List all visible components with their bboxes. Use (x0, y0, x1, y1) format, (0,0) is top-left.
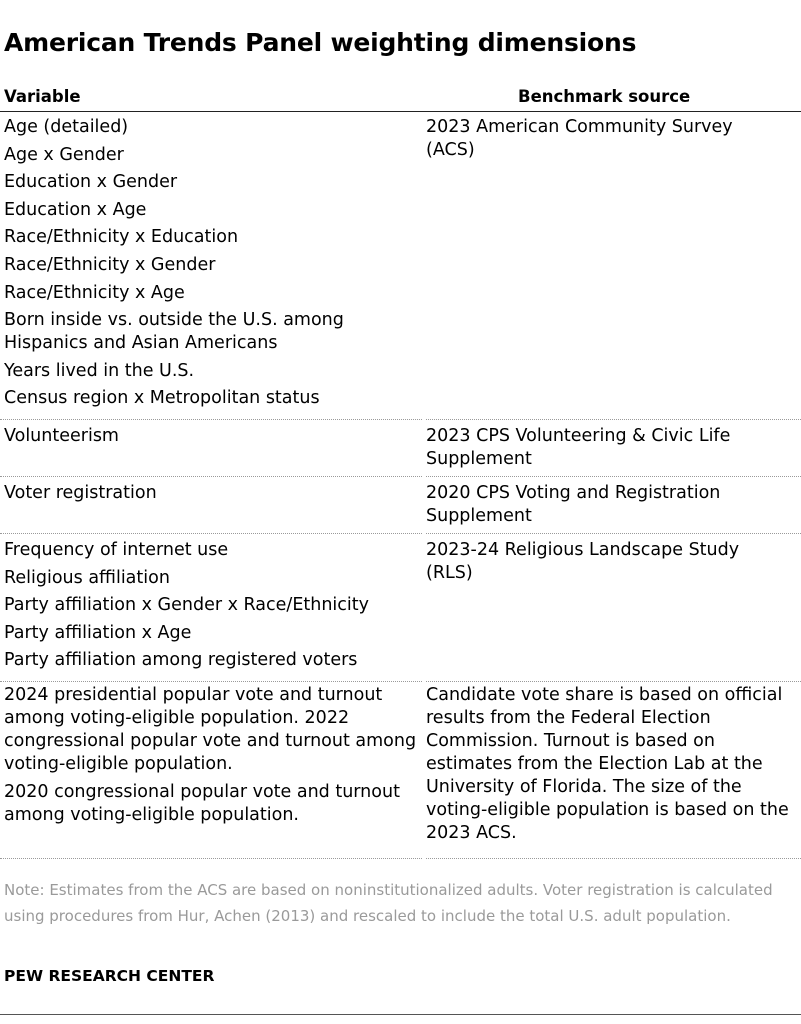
variable-list (4, 482, 422, 510)
variable-item: Born inside vs. outside the U.S. among Hispanics and Asian Americans (4, 310, 344, 354)
benchmark-source: 2023 CPS Volunteering & Civic Life Supplement (426, 426, 731, 469)
row-separator (426, 476, 801, 477)
column-header-benchmark-source: Benchmark source (518, 87, 691, 106)
variable-list (4, 539, 422, 677)
row-separator (0, 858, 422, 859)
row-separator (0, 681, 422, 682)
row-separator (426, 533, 801, 534)
variable-item: Frequency of internet use (4, 540, 229, 560)
variable-list (4, 684, 422, 831)
variable-item: Education x Age (4, 199, 147, 220)
variable-item: 2024 presidential popular vote and turnout among voting-eligible population. 2022 congressional popular vote and turnout among voting-eligible population. (4, 685, 417, 774)
variable-item: Census region x Metropolitan status (4, 388, 320, 409)
variable-list (4, 116, 422, 415)
row-separator (426, 858, 801, 859)
page-title: American Trends Panel weighting dimensions (4, 28, 637, 57)
variable-item: 2020 congressional popular vote and turnout among voting-eligible population. (4, 781, 400, 825)
benchmark-source: 2023 American Community Survey (ACS) (426, 117, 733, 160)
variable-item: Age x Gender (4, 144, 124, 165)
variable-item: Party affiliation x Gender x Race/Ethnicity (4, 595, 369, 616)
variable-item: Party affiliation among registered voters (4, 650, 358, 671)
variable-item: Years lived in the U.S. (4, 360, 195, 381)
row-separator (0, 419, 422, 420)
variable-item: Education x Gender (4, 172, 178, 193)
variable-item: Volunteerism (4, 426, 119, 446)
row-separator (0, 476, 422, 477)
row-separator (426, 419, 801, 420)
variable-list (4, 425, 422, 453)
variable-item: Voter registration (4, 483, 157, 503)
variable-item: Race/Ethnicity x Education (4, 227, 239, 248)
benchmark-source: Candidate vote share is based on official results from the Federal Election Commission. Turnout is based on estimates from the Election Lab at the University of Florida. The size of the voting-eligible population is based on the 2023 ACS. (426, 685, 789, 843)
variable-item: Race/Ethnicity x Gender (4, 254, 216, 275)
bottom-rule (0, 1014, 801, 1015)
variable-item: Race/Ethnicity x Age (4, 282, 185, 303)
row-separator (426, 681, 801, 682)
source-credit: PEW RESEARCH CENTER (4, 967, 215, 985)
variable-item: Age (detailed) (4, 117, 129, 137)
column-header-variable: Variable (4, 87, 81, 106)
variable-item: Religious affiliation (4, 567, 170, 588)
benchmark-source: 2020 CPS Voting and Registration Supplement (426, 483, 721, 526)
table-note: Note: Estimates from the ACS are based on noninstitutionalized adults. Voter registration is calculated using procedures from Hur, Achen (2013) and rescaled to include the total U.S. adult population. (4, 881, 773, 925)
benchmark-source: 2023-24 Religious Landscape Study (RLS) (426, 540, 740, 583)
row-separator (0, 533, 422, 534)
header-rule (0, 111, 801, 112)
variable-item: Party affiliation x Age (4, 622, 192, 643)
